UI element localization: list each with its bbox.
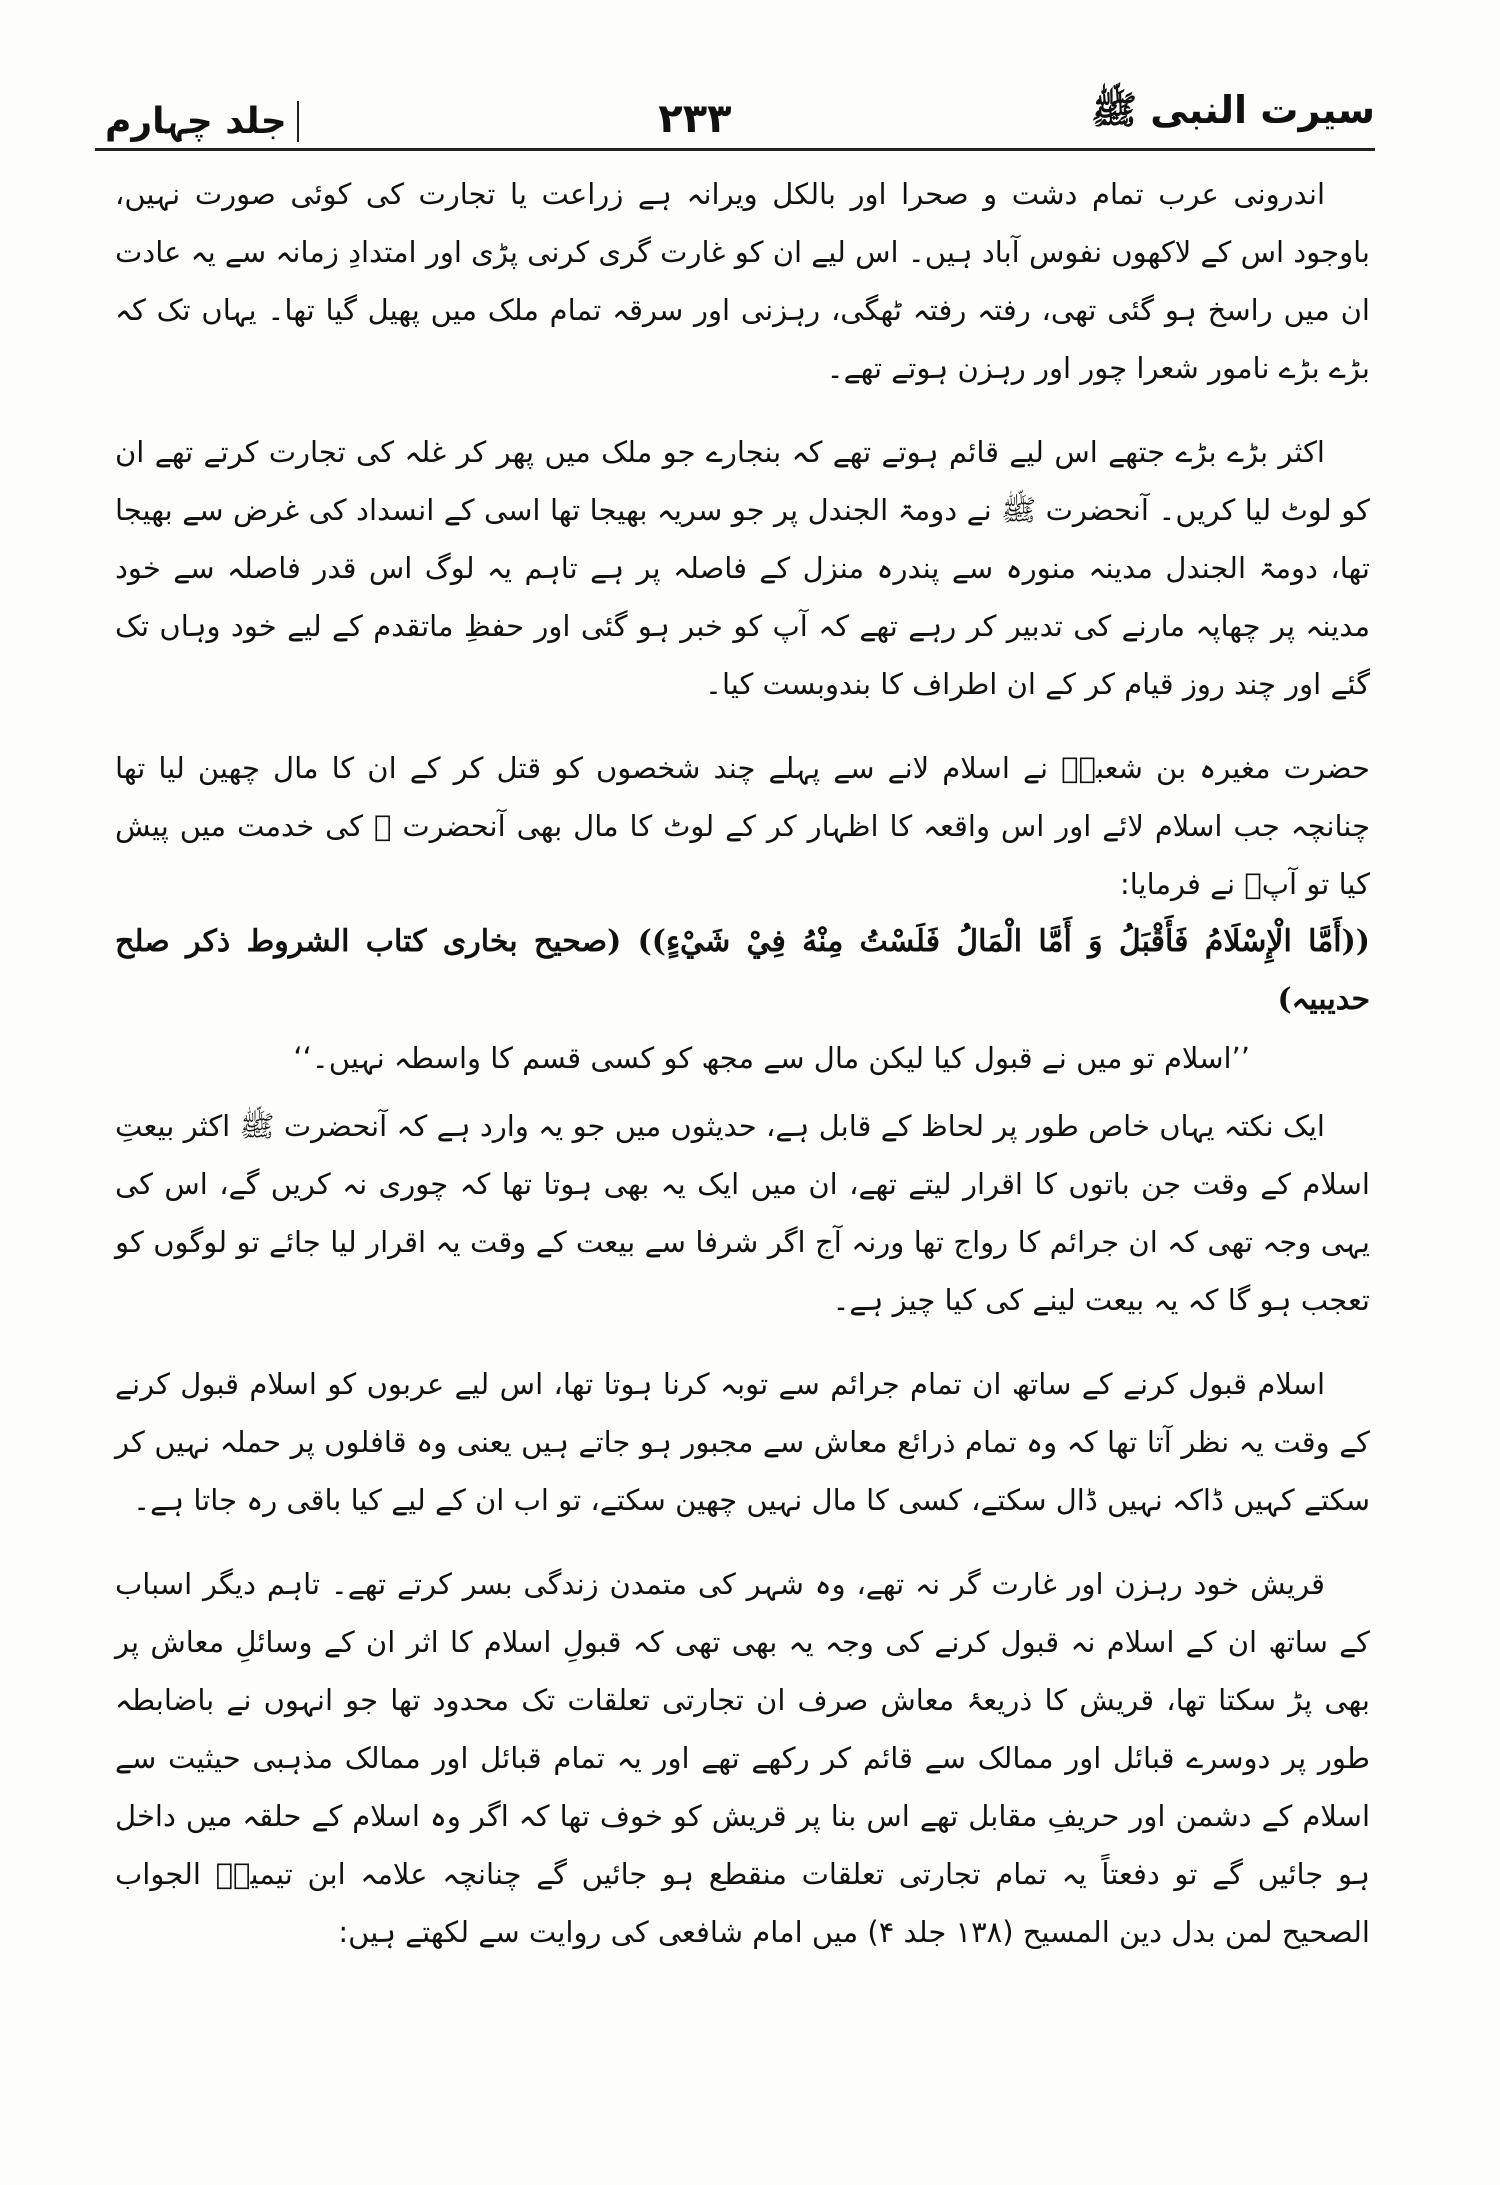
paragraph-6: قریش خود رہزن اور غارت گر نہ تھے، وہ شہر کی متمدن زندگی بسر کرتے تھے۔ تاہم دیگر اسباب کے ساتھ ان کے اسلام نہ قبول کرنے کی وجہ یہ بھی تھی کہ قبولِ اسلام کا اثر ان کے وسائلِ معاش پر بھی پڑ سکتا تھا، قریش کا ذریعۂ معاش صرف ان تجارتی تعلقات تک محدود تھا جو انہوں نے باضابطہ طور پر دوسرے قبائل اور ممالک سے قائم کر رکھے تھے اور یہ تمام قبائل اور ممالک مذہبی حیثیت سے اسلام کے دشمن اور حریفِ مقابل تھے اس بنا پر قریش کو خوف تھا کہ اگر وہ اسلام کے حلقہ میں داخل ہو جائیں گے تو دفعتاً یہ تمام تجارتی تعلقات منقطع ہو جائیں گے چنانچہ علامہ ابن تیمیہؒ الجواب الصحیح لمن بدل دین المسیح (۱۳۸ جلد ۴) میں امام شافعی کی روایت سے لکھتے ہیں: <box>115 1567 1370 1949</box>
page-number: ۲۳۳ <box>658 96 732 142</box>
paragraph-1: اندرونی عرب تمام دشت و صحرا اور بالکل ویرانہ ہے زراعت یا تجارت کی کوئی صورت نہیں، باوجود اس کے لاکھوں نفوس آباد ہیں۔ اس لیے ان کو غارت گری کرنی پڑی اور امتدادِ زمانہ سے یہ عادت ان میں راسخ ہو گئی تھی، رفتہ رفتہ ٹھگی، رہزنی اور سرقہ تمام ملک میں پھیل گیا تھا۔ یہاں تک کہ بڑے بڑے نامور شعرا چور اور رہزن ہوتے تھے۔ <box>115 177 1370 385</box>
page-body <box>115 165 1370 1987</box>
page-header <box>95 72 1375 142</box>
hadith-translation: ’’اسلام تو میں نے قبول کیا لیکن مال سے مجھ کو کسی قسم کا واسطہ نہیں۔‘‘ <box>293 1041 1250 1075</box>
paragraph-4: ایک نکتہ یہاں خاص طور پر لحاظ کے قابل ہے، حدیثوں میں جو یہ وارد ہے کہ آنحضرت ﷺ اکثر بیعتِ اسلام کے وقت جن باتوں کا اقرار لیتے تھے، ان میں ایک یہ بھی ہوتا تھا کہ چوری نہ کریں گے، اس کی یہی وجہ تھی کہ ان جرائم کا رواج تھا ورنہ آج اگر شرفا سے بیعت کے وقت یہ اقرار لیا جائے تو لوگوں کو تعجب ہو گا کہ یہ بیعت لینے کی کیا چیز ہے۔ <box>115 1109 1370 1317</box>
paragraph-5: اسلام قبول کرنے کے ساتھ ان تمام جرائم سے توبہ کرنا ہوتا تھا، اس لیے عربوں کو اسلام قبول کرنے کے وقت یہ نظر آتا تھا کہ وہ تمام ذرائع معاش سے مجبور ہو جاتے ہیں یعنی وہ قافلوں پر حملہ نہیں کر سکتے کہیں ڈاکہ نہیں ڈال سکتے، کسی کا مال نہیں چھین سکتے، تو اب ان کے لیے کیا باقی رہ جاتا ہے۔ <box>115 1367 1370 1517</box>
paragraph-3: حضرت مغیرہ بن شعبہؓ نے اسلام لانے سے پہلے چند شخصوں کو قتل کر کے ان کا مال چھین لیا تھا چنانچہ جب اسلام لائے اور اس واقعہ کا اظہار کر کے لوٹ کا مال بھی آنحضرت ﷺ کی خدمت میں پیش کیا تو آپؐ نے فرمایا: <box>115 751 1370 901</box>
paragraph-2: اکثر بڑے بڑے جتھے اس لیے قائم ہوتے تھے کہ بنجارے جو ملک میں پھر کر غلہ کی تجارت کرتے تھے ان کو لوٹ لیا کریں۔ آنحضرت ﷺ نے دومۃ الجندل پر جو سریہ بھیجا تھا اسی کے انسداد کی غرض سے بھیجا تھا، دومۃ الجندل مدینہ منورہ سے پندرہ منزل کے فاصلہ پر ہے تاہم یہ لوگ اس قدر فاصلہ سے خود مدینہ پر چھاپہ مارنے کی تدبیر کر رہے تھے کہ آپ کو خبر ہو گئی اور حفظِ ماتقدم کے لیے خود وہاں تک گئے اور چند روز قیام کر کے ان اطراف کا بندوبست کیا۔ <box>115 435 1370 701</box>
book-title: سیرت النبی ﷺ <box>1091 88 1375 132</box>
hadith-quote: ((أَمَّا الْإِسْلَامُ فَأَقْبَلُ وَ أَمَّا الْمَالُ فَلَسْتُ مِنْهُ فِيْ شَيْءٍ)) (صحیح بخاری کتاب الشروط ذکر صلح حدیبیہ) <box>115 924 1370 1017</box>
header-rule <box>95 148 1375 151</box>
volume-label: جلد چہارم <box>95 101 299 142</box>
